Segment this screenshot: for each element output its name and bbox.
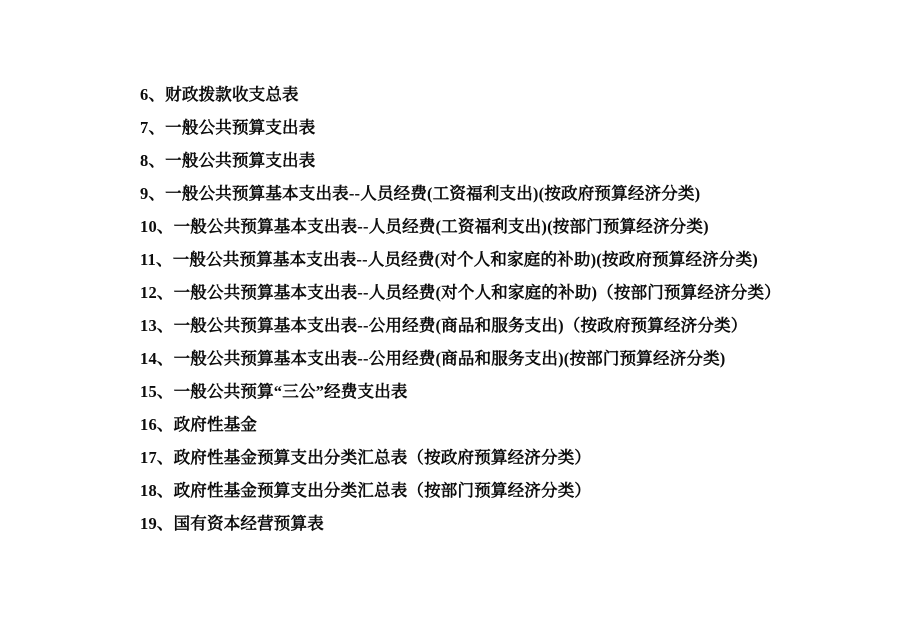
list-item: 8、一般公共预算支出表 [140, 151, 316, 170]
list-item: 15、一般公共预算“三公”经费支出表 [140, 382, 408, 401]
table-of-contents-list [140, 78, 840, 540]
list-item: 14、一般公共预算基本支出表--公用经费(商品和服务支出)(按部门预算经济分类) [140, 349, 726, 368]
list-item: 19、国有资本经营预算表 [140, 514, 324, 533]
list-item: 7、一般公共预算支出表 [140, 118, 316, 137]
list-item: 13、一般公共预算基本支出表--公用经费(商品和服务支出)（按政府预算经济分类） [140, 316, 748, 335]
list-item: 17、政府性基金预算支出分类汇总表（按政府预算经济分类） [140, 448, 592, 467]
list-item: 9、一般公共预算基本支出表--人员经费(工资福利支出)(按政府预算经济分类) [140, 184, 701, 203]
list-item: 10、一般公共预算基本支出表--人员经费(工资福利支出)(按部门预算经济分类) [140, 217, 709, 236]
list-item: 16、政府性基金 [140, 415, 258, 434]
list-item: 6、财政拨款收支总表 [140, 85, 299, 104]
list-item: 12、一般公共预算基本支出表--人员经费(对个人和家庭的补助)（按部门预算经济分类） [140, 283, 781, 302]
list-item: 18、政府性基金预算支出分类汇总表（按部门预算经济分类） [140, 481, 592, 500]
list-item: 11、一般公共预算基本支出表--人员经费(对个人和家庭的补助)(按政府预算经济分类) [140, 250, 758, 269]
